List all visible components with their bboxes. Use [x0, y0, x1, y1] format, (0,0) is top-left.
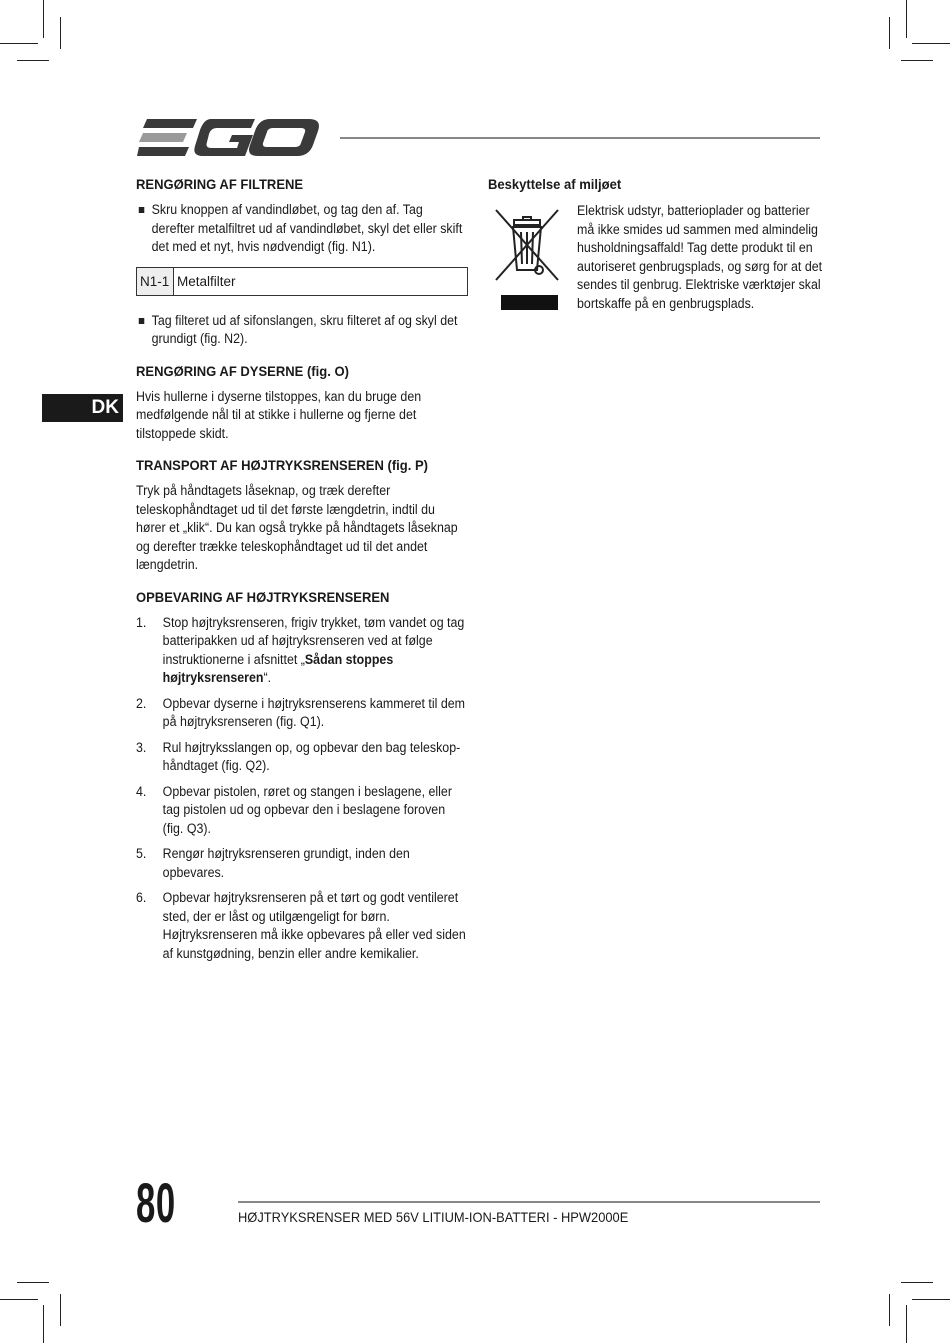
- list-item: Tag filteret ud af sifonslangen, skru filteret af og skyl det grundigt (fig. N2).: [136, 312, 468, 349]
- list-item: 3. Rul højtryksslangen op, og opbevar den bag teleskop-håndtaget (fig. Q2).: [136, 739, 461, 773]
- paragraph: Hvis hullerne i dyserne tilstoppes, kan du bruge den medfølgende nål til at stikke i hullerne og fjerne det tilstoppede skidt.: [136, 388, 422, 441]
- crop-mark: [912, 43, 950, 44]
- section-title: RENGØRING AF FILTRENE: [136, 176, 304, 192]
- crop-mark: [912, 1299, 950, 1300]
- page-number: 80: [136, 1171, 176, 1234]
- crop-mark: [901, 60, 933, 61]
- section-title: Beskyttelse af miljøet: [488, 176, 622, 192]
- bullet-list: [136, 201, 468, 257]
- square-bullet-icon: [139, 207, 145, 213]
- ego-logo: [137, 117, 322, 159]
- section-title: RENGØRING AF DYSERNE (fig. O): [136, 362, 349, 379]
- crop-mark: [906, 1305, 907, 1343]
- bullet-list: [136, 312, 468, 349]
- list-item: Skru knoppen af vandindløbet, og tag den af. Tag derefter metalfiltret ud af vandindløbet, skyl det eller skift det med et nyt, hvis nødvendigt (fig. N1).: [136, 201, 468, 257]
- right-column: [488, 176, 820, 201]
- list-item: 5. Rengør højtryksrenseren grundigt, inden den opbevares.: [136, 846, 410, 880]
- header-rule: [340, 137, 820, 139]
- footer-rule: [238, 1201, 820, 1203]
- crop-mark: [60, 17, 61, 49]
- crop-mark: [889, 1294, 890, 1326]
- crop-mark: [43, 0, 44, 38]
- table-value: Metalfilter: [174, 267, 468, 295]
- parts-table: [136, 267, 468, 296]
- crop-mark: [17, 1282, 49, 1283]
- square-bullet-icon: [139, 318, 145, 324]
- footer-title: HØJTRYKSRENSER MED 56V LITIUM-ION-BATTERI - HPW2000E: [238, 1209, 629, 1225]
- crop-mark: [0, 1299, 38, 1300]
- crossed-out-wheelie-bin-icon: [494, 206, 560, 312]
- paragraph: Tryk på håndtagets låseknap, og træk derefter teleskophåndtaget ud til det første længdetrin, indtil du hører et „klik“. Du kan også trykke på håndtagets låseknap og derefter trække teleskophåndtaget ud til det andet længdetrin.: [136, 483, 458, 572]
- crop-mark: [906, 0, 907, 38]
- left-column: [136, 176, 468, 970]
- list-item: 1. Stop højtryksrenseren, frigiv trykket, tøm vandet og tag batteripakken ud af højtryksrenseren ved at følge instruktionerne i afsnittet „Sådan stoppes højtryksrenseren“.: [136, 614, 465, 685]
- table-row: [137, 267, 468, 295]
- section-title: TRANSPORT AF HØJTRYKSRENSEREN (fig. P): [136, 457, 429, 473]
- list-item: 6. Opbevar højtryksrenseren på et tørt og godt ventileret sted, der er låst og utilgængeligt for børn. Højtryksrenseren må ikke opbevares på eller ved siden af kunstgødning, benzin eller andre kemikalier.: [136, 890, 466, 961]
- language-tab: DK: [42, 394, 123, 422]
- paragraph: Elektrisk udstyr, batterioplader og batterier må ikke smides ud sammen med almindelig husholdningsaffald! Tag dette produkt til en autoriseret genbrugsplads, og sørg for at det sendes til genbrug. Elektriske værktøjer skal bortskaffe på en genbrugsplads.: [577, 203, 823, 311]
- list-item: 2. Opbevar dyserne i højtryksrenserens kammeret til dem på højtryksrenseren (fig. Q1).: [136, 695, 466, 729]
- crop-mark: [17, 60, 49, 61]
- crop-mark: [0, 43, 38, 44]
- crop-mark: [60, 1294, 61, 1326]
- section-title: OPBEVARING AF HØJTRYKSRENSEREN: [136, 588, 390, 605]
- crop-mark: [901, 1282, 933, 1283]
- numbered-list: [136, 614, 468, 964]
- list-item: 4. Opbevar pistolen, røret og stangen i beslagene, eller tag pistolen ud og opbevar den i beslagene foroven (fig. Q3).: [136, 783, 452, 836]
- crop-mark: [43, 1305, 44, 1343]
- table-key: N1-1: [137, 267, 174, 295]
- crop-mark: [889, 17, 890, 49]
- environment-text-block: [577, 202, 827, 327]
